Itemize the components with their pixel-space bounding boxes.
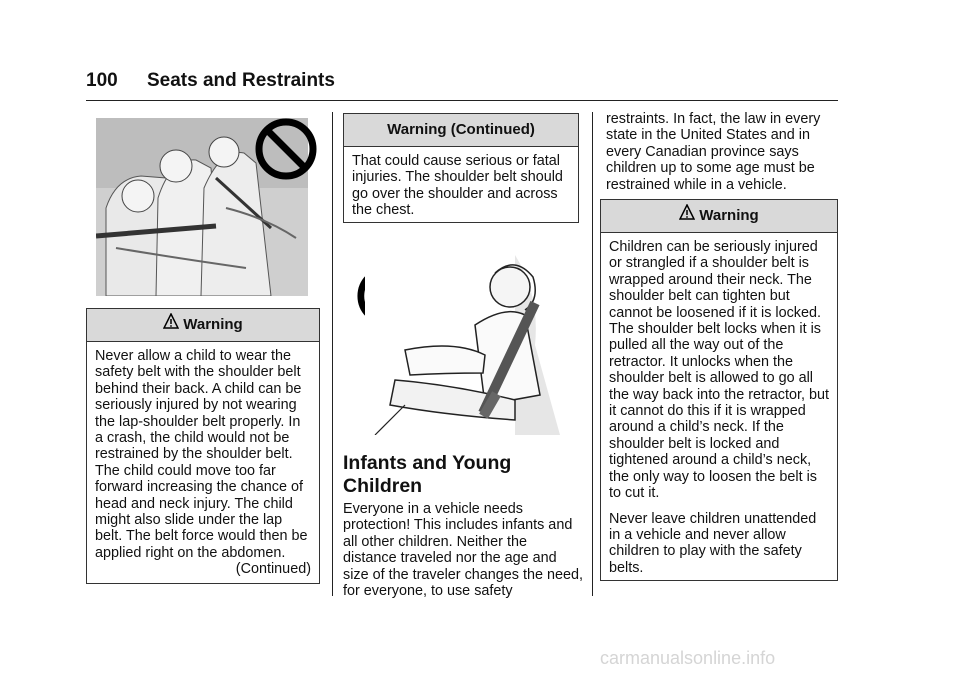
warning-text: Never allow a child to wear the safety belt with the shoulder belt behind their back. A child can be seriously injured by not wearing the lap-shoulder belt properly. In a crash, the child would not be restrained by the shoulder belt. The child could move too far forward increasing the chance of head and neck injury. The child might also slide under the lap belt. The belt force would then be applied right on the abdomen.: [95, 348, 308, 561]
warning-text-unattended: Never leave children unattended in a vehicle and never allow children to play with the safety belts.: [609, 510, 817, 576]
warning-continued-text: That could cause serious or fatal injuries. The shoulder belt should go over the shoulder and across the chest.: [352, 153, 563, 219]
column-divider-right: [592, 112, 593, 596]
warning-title: Warning: [183, 316, 243, 333]
warning-box-left: [86, 308, 320, 584]
page-header: [86, 70, 335, 92]
warning-triangle-icon: [679, 200, 695, 232]
section-heading: Infants and Young Children: [343, 452, 512, 497]
warning-header: [87, 309, 319, 342]
warning-box-right: [600, 199, 838, 581]
paragraph-infants: Everyone in a vehicle needs protection! This includes infants and all other children. Neither the distance traveled nor the age and size of the traveler changes the need, for everyone, to use safety: [343, 501, 583, 600]
section-title: Seats and Restraints: [146, 70, 335, 91]
page-number: 100: [86, 70, 118, 91]
warning-continued-header: Warning (Continued): [344, 114, 578, 147]
watermark: carmanualsonline.info: [600, 648, 776, 668]
warning-continued-box: [343, 113, 579, 223]
prohibition-icon: [254, 117, 318, 181]
warning-triangle-icon: [163, 309, 179, 341]
warning-header: [601, 200, 837, 233]
continued-label: (Continued): [235, 561, 311, 578]
paragraph-restraints-law: restraints. In fact, the law in every state in the United States and in every Canadian province says children up to some age must be restrained while in a vehicle.: [606, 111, 821, 193]
child-belt-behind-neck-illustration: [365, 255, 560, 435]
column-divider-left: [332, 112, 333, 596]
header-rule: [86, 100, 838, 101]
warning-title: Warning: [699, 207, 759, 224]
warning-text-strangle: Children can be seriously injured or strangled if a shoulder belt is wrapped around their neck. The shoulder belt can tighten but cannot be loosened if it is locked. The shoulder belt locks when it is pulled all the way out of the retractor. It unlocks when the shoulder belt is allowed to go all the way back into the retractor, but it cannot do this if it is wrapped around a child’s neck. If the shoulder belt is locked and tightened around a child’s neck, the only way to loosen the belt is to cut it.: [609, 239, 829, 502]
